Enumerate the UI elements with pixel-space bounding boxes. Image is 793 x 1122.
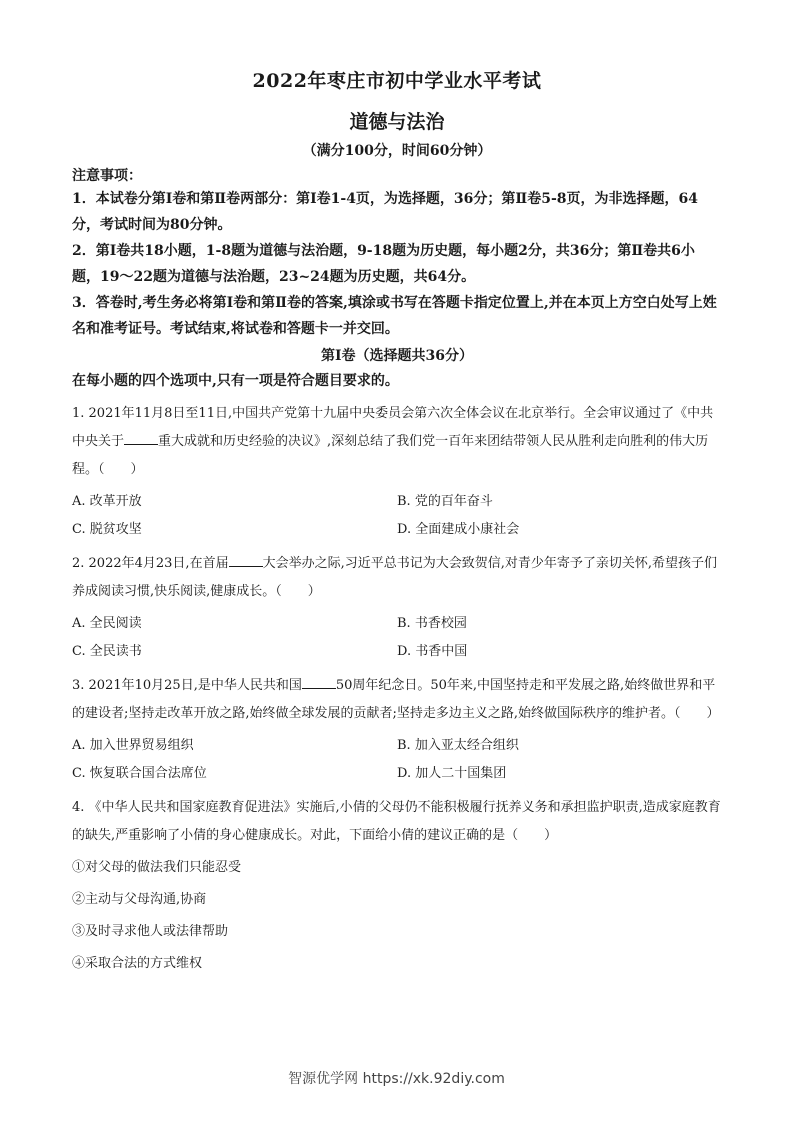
- question-stem-part: 大会举办之际,习近平总书记为大会致贺信,对青少年寄予了亲切关怀,希望孩子们养成阅读习惯,快乐阅读,健康成长。（ ）: [72, 556, 717, 599]
- statement-item: ②主动与父母沟通,协商: [72, 892, 207, 907]
- option-a: A. 全民阅读: [72, 616, 142, 631]
- section-heading: 第Ⅰ卷（选择题共36分）: [320, 348, 474, 364]
- option-c: C. 脱贫攻坚: [72, 522, 142, 537]
- option-d: D. 书香中国: [397, 644, 468, 659]
- question-2-stem: [72, 550, 722, 606]
- note-item: 2．第Ⅰ卷共18小题，1-8题为道德与法治题，9-18题为历史题，每小题2分，共36分；第Ⅱ卷共6小题，19～22题为道德与法治题，23~24题为历史题，共64分。: [72, 243, 695, 285]
- statement-item: ④采取合法的方式维权: [72, 956, 203, 971]
- option-b: B. 加入亚太经合组织: [397, 738, 519, 753]
- footer-watermark: 智源优学网 https://xk.92diy.com: [288, 1071, 505, 1087]
- question-stem-part: 3. 2021年10月25日,是中华人民共和国: [72, 678, 302, 693]
- answer-blank: [302, 674, 336, 689]
- section-instruction: 在每小题的四个选项中,只有一项是符合题目要求的。: [72, 373, 399, 389]
- option-b: B. 党的百年奋斗: [397, 494, 493, 509]
- exam-meta: （满分100分，时间60分钟）: [302, 143, 492, 159]
- question-2-options: [72, 610, 722, 666]
- question-3-stem: [72, 672, 722, 728]
- question-stem-part: 1. 2021年11月8日至11日,中国共产党第十九届中央委员会第六次全体会议在北京举行。全会审议通过了《中共中央关于: [72, 406, 714, 449]
- option-a: A. 改革开放: [72, 494, 142, 509]
- statement-item: ③及时寻求他人或法律帮助: [72, 924, 229, 939]
- question-stem-part: 重大成就和历史经验的决议》,深刻总结了我们党一百年来团结带领人民从胜利走向胜利的伟大历程。（ ）: [72, 434, 709, 477]
- question-4-stem: 4. 《中华人民共和国家庭教育促进法》实施后,小倩的父母仍不能积极履行抚养义务和承担监护职责,造成家庭教育的缺失,严重影响了小倩的身心健康成长。对此，下面给小倩的建议正确的是（ ）: [72, 800, 721, 843]
- question-1-stem: [72, 400, 722, 484]
- option-d: D. 加人二十国集团: [397, 766, 507, 781]
- question-3-options: [72, 732, 722, 788]
- note-item: 3．答卷时,考生务必将第Ⅰ卷和第Ⅱ卷的答案,填涂或书写在答题卡指定位置上,并在本页上方空白处写上姓名和准考证号。考试结束,将试卷和答题卡一并交回。: [72, 295, 717, 337]
- option-c: C. 全民读书: [72, 644, 142, 659]
- exam-subject: 道德与法治: [349, 111, 445, 133]
- question-stem-part: 2. 2022年4月23日,在首届: [72, 556, 229, 571]
- answer-blank: [229, 552, 263, 567]
- option-c: C. 恢复联合国合法席位: [72, 766, 207, 781]
- answer-blank: [124, 430, 158, 445]
- notes-heading: 注意事项：: [72, 168, 142, 184]
- statement-item: ①对父母的做法我们只能忍受: [72, 860, 242, 875]
- question-stem-part: 50周年纪念日。50年来,中国坚持走和平发展之路,始终做世界和平的建设者;坚持走改革开放之路,始终做全球发展的贡献者;坚持走多边主义之路,始终做国际秩序的维护者。（ ）: [72, 678, 720, 721]
- option-b: B. 书香校园: [397, 616, 467, 631]
- exam-page: [72, 66, 722, 978]
- question-1-options: [72, 488, 722, 544]
- exam-title: 2022年枣庄市初中学业水平考试: [252, 70, 542, 92]
- option-d: D. 全面建成小康社会: [397, 522, 520, 537]
- option-a: A. 加入世界贸易组织: [72, 738, 194, 753]
- note-item: 1．本试卷分第Ⅰ卷和第Ⅱ卷两部分：第Ⅰ卷1-4页，为选择题，36分；第Ⅱ卷5-8页，为非选择题，64分，考试时间为80分钟。: [72, 191, 698, 233]
